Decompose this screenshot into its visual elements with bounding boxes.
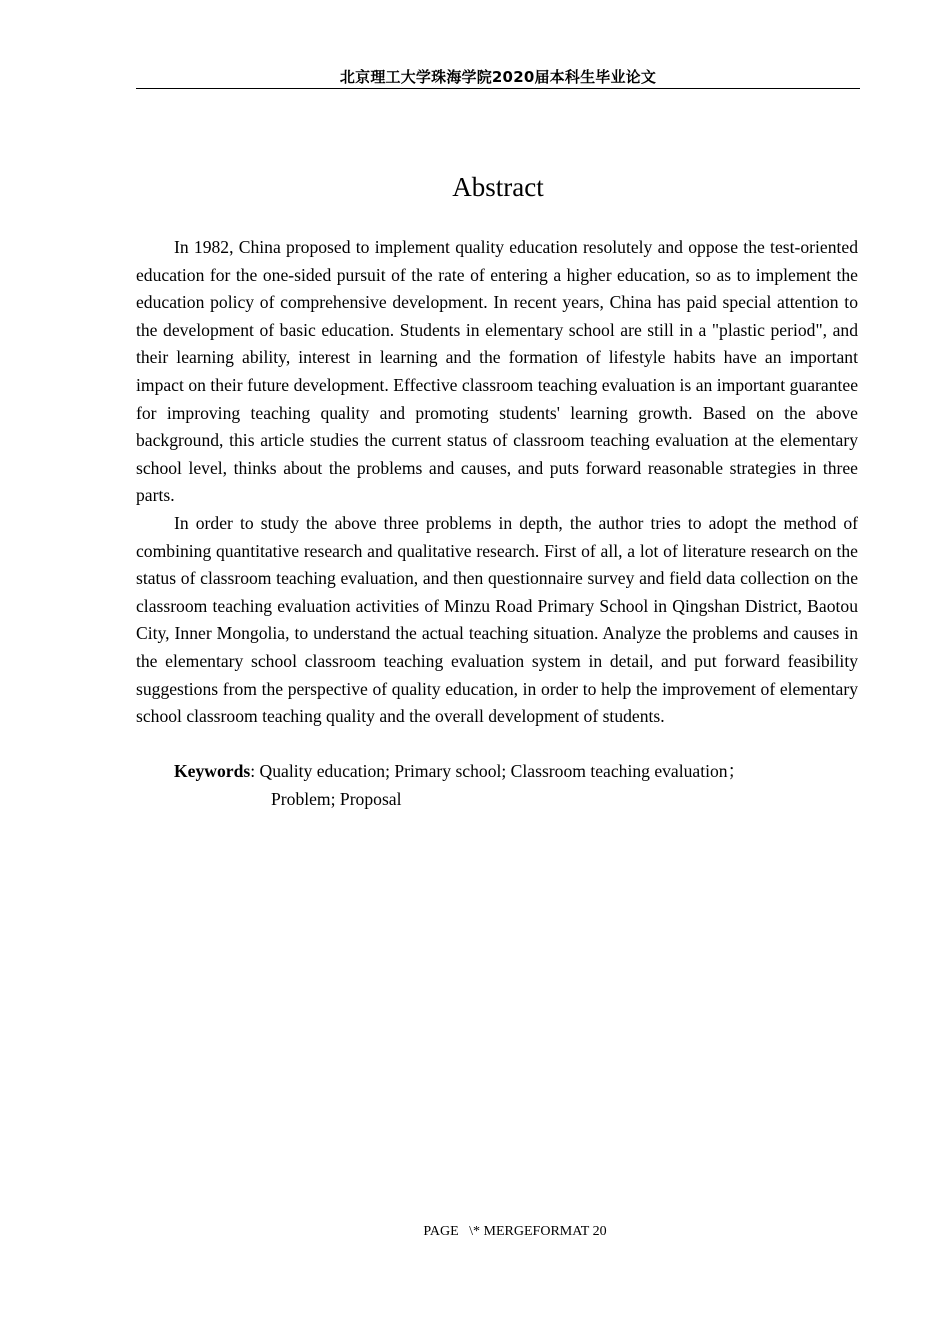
keywords-line-1: : Quality education; Primary school; Classroom teaching evaluation； (250, 761, 746, 781)
keywords-block (174, 758, 814, 813)
header-rule (136, 88, 860, 89)
abstract-body (136, 234, 858, 731)
abstract-paragraph-2: In order to study the above three problems in depth, the author tries to adopt the method of combining quantitative research and qualitative research. First of all, a lot of literature research on the status of classroom teaching evaluation, and then questionnaire survey and field data collection on the classroom teaching evaluation activities of Minzu Road Primary School in Qingshan District, Baotou City, Inner Mongolia, to understand the actual teaching situation. Analyze the problems and causes in the elementary school classroom teaching evaluation system in detail, and put forward feasibility suggestions from the perspective of quality education, in order to help the improvement of elementary school classroom teaching quality and the overall development of students. (136, 512, 858, 727)
running-header: 北京理工大学珠海学院2020届本科生毕业论文 (339, 68, 657, 86)
keywords-line-2: Problem; Proposal (271, 788, 402, 809)
abstract-title: Abstract (452, 172, 544, 202)
page-footer: PAGE \* MERGEFORMAT 20 (423, 1224, 607, 1239)
abstract-paragraph-1: In 1982, China proposed to implement quality education resolutely and oppose the test-oriented education for the one-sided pursuit of the rate of entering a higher education, so as to implement the education policy of comprehensive development. In recent years, China has paid special attention to the development of basic education. Students in elementary school are still in a "plastic period", and their learning ability, interest in learning and the formation of lifestyle habits have an important impact on their future development. Effective classroom teaching evaluation is an important guarantee for improving teaching quality and promoting students' learning growth. Based on the above background, this article studies the current status of classroom teaching evaluation at the elementary school level, thinks about the problems and causes, and puts forward reasonable strategies in three parts. (136, 237, 858, 506)
keywords-label: Keywords (174, 761, 251, 781)
